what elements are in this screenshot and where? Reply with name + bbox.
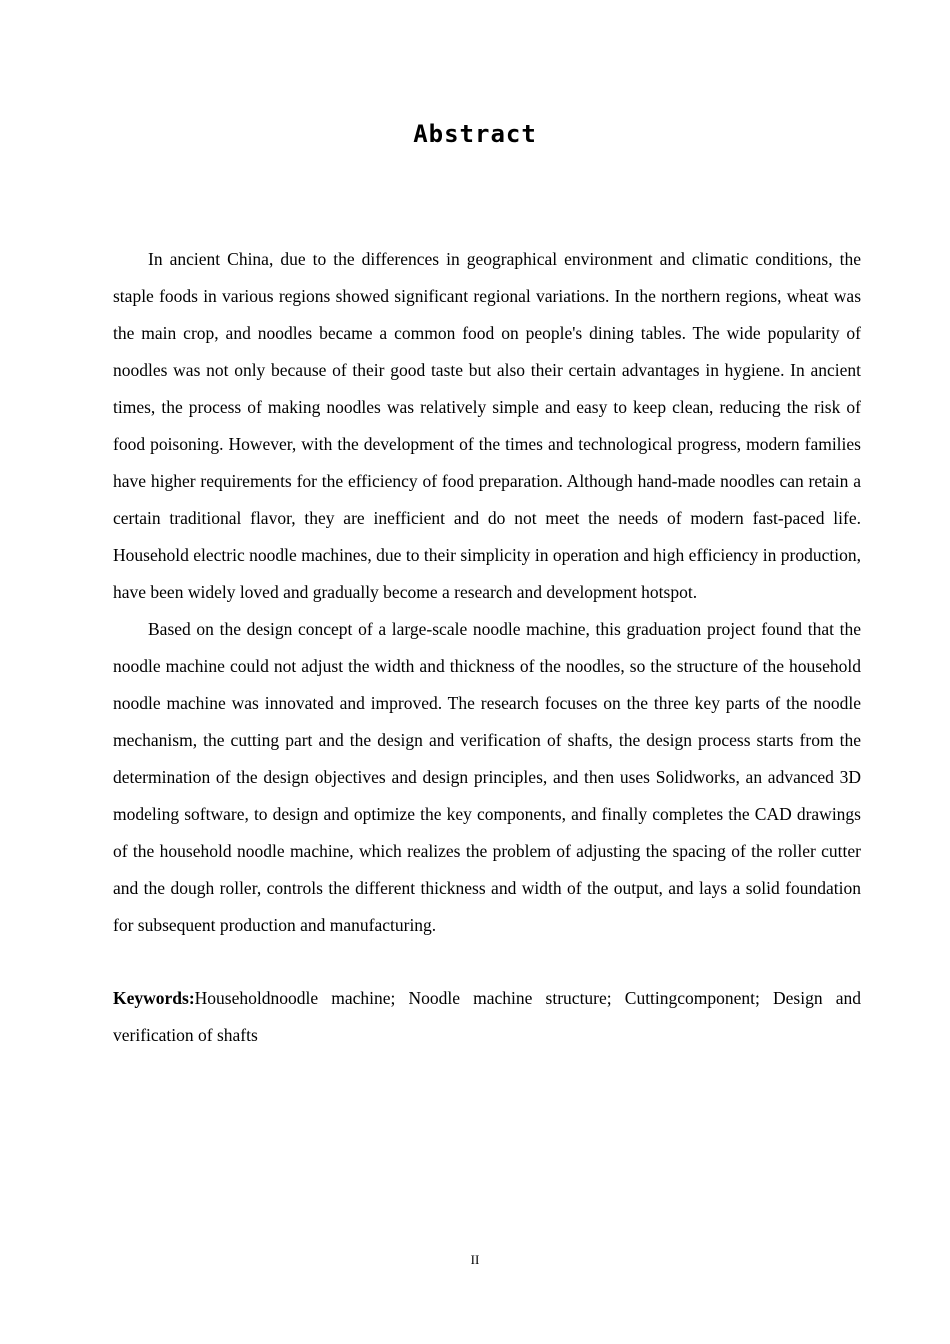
abstract-paragraph-1: In ancient China, due to the differences in geographical environment and climatic conditions, the staple foods in various regions showed significant regional variations. In the northern regions, wheat was the main crop, and noodles became a common food on people's dining tables. The wide popularity of noodles was not only because of their good taste but also their certain advantages in hygiene. In ancient times, the process of making noodles was relatively simple and easy to keep clean, reducing the risk of food poisoning. However, with the development of the times and technological progress, modern families have higher requirements for the efficiency of food preparation. Although hand-made noodles can retain a certain traditional flavor, they are inefficient and do not meet the needs of modern fast-paced life. Household electric noodle machines, due to their simplicity in operation and high efficiency in production, have been widely loved and gradually become a research and development hotspot. xyxy=(113,249,861,602)
abstract-paragraph-2: Based on the design concept of a large-scale noodle machine, this graduation project found that the noodle machine could not adjust the width and thickness of the noodles, so the structure of the household noodle machine was innovated and improved. The research focuses on the three key parts of the noodle mechanism, the cutting part and the design and verification of shafts, the design process starts from the determination of the design objectives and design principles, and then uses Solidworks, an advanced 3D modeling software, to design and optimize the key components, and finally completes the CAD drawings of the household noodle machine, which realizes the problem of adjusting the spacing of the roller cutter and the dough roller, controls the different thickness and width of the output, and lays a solid foundation for subsequent production and manufacturing. xyxy=(113,619,861,935)
abstract-content xyxy=(0,241,950,1054)
keywords-label: Keywords: xyxy=(113,988,195,1008)
keywords-line xyxy=(113,980,861,1054)
page-number: II xyxy=(470,1252,480,1267)
abstract-title: Abstract xyxy=(413,120,537,148)
keywords-text: Householdnoodle machine; Noodle machine structure; Cuttingcomponent; Design and verification of shafts xyxy=(113,988,861,1045)
